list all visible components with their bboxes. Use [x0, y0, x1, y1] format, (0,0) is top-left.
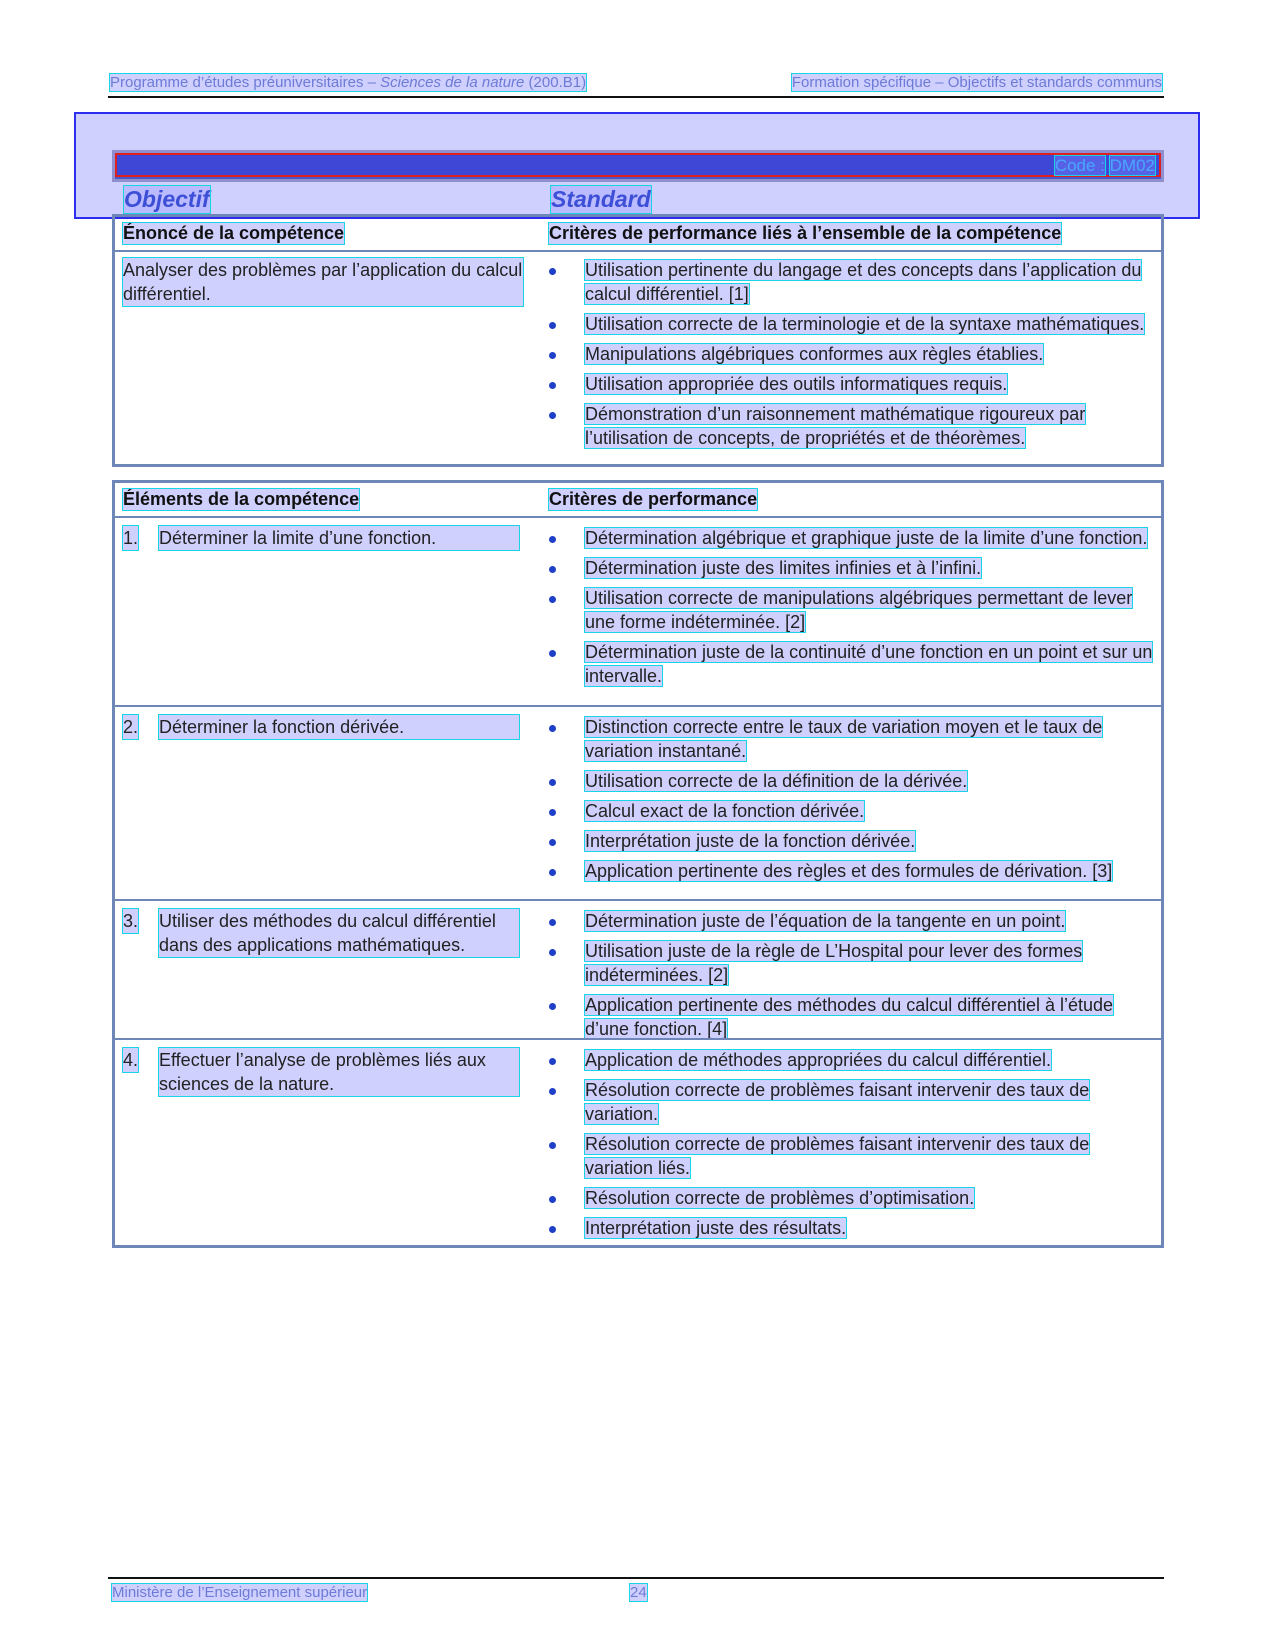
element-criteria-list	[549, 526, 1159, 694]
criterion-text: Détermination juste de la continuité d’une fonction en un point et sur un intervalle.	[585, 642, 1153, 686]
criterion-text: Utilisation correcte de manipulations algébriques permettant de lever une forme indéterminée. [2]	[585, 588, 1133, 632]
criterion-text: Utilisation correcte de la terminologie et de la syntaxe mathématiques.	[585, 314, 1145, 334]
program-prefix: Programme d’études préuniversitaires –	[110, 74, 381, 91]
element-number: 2.	[123, 717, 139, 737]
criterion-item	[549, 859, 1159, 883]
criterion-text: Application pertinente des règles et des formules de dérivation. [3]	[585, 861, 1113, 881]
bullet-icon	[549, 268, 556, 275]
element-number: 1.	[123, 528, 139, 548]
bullet-icon	[549, 352, 556, 359]
competence-table-header	[115, 217, 1161, 252]
elements-table	[112, 480, 1164, 1248]
element-row	[115, 705, 1161, 899]
bullet-icon	[549, 869, 556, 876]
criterion-item	[549, 715, 1159, 763]
program-code: (200.B1)	[524, 74, 587, 91]
footer-divider	[108, 1577, 1164, 1579]
bullet-icon	[549, 839, 556, 846]
criterion-item	[549, 769, 1159, 793]
element-number: 3.	[123, 911, 139, 931]
bullet-icon	[549, 382, 556, 389]
bullet-icon	[549, 949, 556, 956]
criterion-text: Détermination juste des limites infinies et à l’infini.	[585, 558, 982, 578]
bullet-icon	[549, 650, 556, 657]
bullet-icon	[549, 322, 556, 329]
bullet-icon	[549, 809, 556, 816]
criterion-item	[549, 1186, 1159, 1210]
competence-row	[115, 252, 1161, 464]
bullet-icon	[549, 1226, 556, 1233]
program-title	[110, 74, 586, 91]
header-divider	[108, 96, 1164, 98]
element-text: Déterminer la fonction dérivée.	[159, 715, 519, 739]
criterion-item	[549, 1132, 1159, 1180]
criterion-item	[549, 258, 1159, 306]
elements-table-header	[115, 483, 1161, 518]
criterion-item	[549, 993, 1159, 1041]
competence-statement-header: Énoncé de la compétence	[123, 223, 345, 243]
objectif-heading: Objectif	[124, 186, 210, 212]
criterion-item	[549, 829, 1159, 853]
element-row	[115, 899, 1161, 1038]
criterion-text: Application pertinente des méthodes du calcul différentiel à l’étude d’une fonction. [4]	[585, 995, 1114, 1039]
criterion-text: Distinction correcte entre le taux de variation moyen et le taux de variation instantané.	[585, 717, 1103, 761]
criterion-text: Utilisation correcte de la définition de la dérivée.	[585, 771, 968, 791]
element-criteria-list	[549, 715, 1159, 889]
criterion-text: Résolution correcte de problèmes d’optimisation.	[585, 1188, 975, 1208]
code-bar-highlight	[115, 153, 1161, 177]
standard-heading: Standard	[551, 186, 651, 212]
element-text: Effectuer l’analyse de problèmes liés aux sciences de la nature.	[159, 1048, 519, 1096]
competence-statement-cell	[123, 258, 523, 306]
element-criteria-list	[549, 909, 1159, 1047]
criterion-item	[549, 909, 1159, 933]
criterion-text: Calcul exact de la fonction dérivée.	[585, 801, 865, 821]
criterion-text: Utilisation appropriée des outils informatiques requis.	[585, 374, 1008, 394]
element-row	[115, 1038, 1161, 1238]
criterion-text: Interprétation juste de la fonction dérivée.	[585, 831, 916, 851]
criterion-text: Utilisation juste de la règle de L’Hospital pour lever des formes indéterminées. [2]	[585, 941, 1083, 985]
bullet-icon	[549, 725, 556, 732]
bullet-icon	[549, 536, 556, 543]
bullet-icon	[549, 566, 556, 573]
criterion-item	[549, 1048, 1159, 1072]
criterion-item	[549, 372, 1159, 396]
criterion-item	[549, 526, 1159, 550]
element-text: Déterminer la limite d’une fonction.	[159, 526, 519, 550]
element-criteria-list	[549, 1048, 1159, 1246]
page-number: 24	[630, 1584, 647, 1601]
competence-statement: Analyser des problèmes par l’application du calcul différentiel.	[123, 260, 523, 304]
element-number: 4.	[123, 1050, 139, 1070]
elements-header: Éléments de la compétence	[123, 489, 360, 509]
criterion-text: Détermination juste de l’équation de la tangente en un point.	[585, 911, 1066, 931]
criterion-item	[549, 799, 1159, 823]
criterion-text: Détermination algébrique et graphique juste de la limite d’une fonction.	[585, 528, 1148, 548]
competence-criteria-header: Critères de performance liés à l’ensemble de la compétence	[549, 223, 1062, 243]
competence-table	[112, 214, 1164, 467]
criterion-item	[549, 402, 1159, 450]
bullet-icon	[549, 412, 556, 419]
section-title: Formation spécifique – Objectifs et standards communs	[791, 74, 1162, 91]
code-label-group	[1055, 156, 1155, 176]
criterion-item	[549, 586, 1159, 634]
element-text: Utiliser des méthodes du calcul différentiel dans des applications mathématiques.	[159, 909, 519, 957]
criterion-text: Application de méthodes appropriées du calcul différentiel.	[585, 1050, 1051, 1070]
code-label: Code :	[1054, 156, 1105, 175]
criterion-text: Démonstration d’un raisonnement mathématique rigoureux par l’utilisation de concepts, de propriétés et de théorèmes.	[585, 404, 1086, 448]
criterion-item	[549, 556, 1159, 580]
bullet-icon	[549, 1058, 556, 1065]
code-value: DM02	[1109, 156, 1155, 175]
criterion-text: Utilisation pertinente du langage et des concepts dans l’application du calcul différentiel. [1]	[585, 260, 1142, 304]
elements-criteria-header: Critères de performance	[549, 489, 758, 509]
bullet-icon	[549, 1196, 556, 1203]
criterion-item	[549, 1216, 1159, 1240]
criterion-item	[549, 312, 1159, 336]
criterion-item	[549, 1078, 1159, 1126]
elements-rows	[115, 518, 1161, 1238]
criterion-item	[549, 640, 1159, 688]
bullet-icon	[549, 596, 556, 603]
criterion-text: Résolution correcte de problèmes faisant intervenir des taux de variation liés.	[585, 1134, 1090, 1178]
competence-criteria-list	[549, 258, 1159, 456]
program-name: Sciences de la nature	[380, 74, 525, 91]
page-header	[110, 74, 1162, 94]
bullet-icon	[549, 1088, 556, 1095]
bullet-icon	[549, 779, 556, 786]
footer-ministry: Ministère de l’Enseignement supérieur	[112, 1584, 368, 1601]
criterion-text: Manipulations algébriques conformes aux règles établies.	[585, 344, 1044, 364]
criterion-item	[549, 939, 1159, 987]
criterion-text: Interprétation juste des résultats.	[585, 1218, 847, 1238]
bullet-icon	[549, 1142, 556, 1149]
bullet-icon	[549, 919, 556, 926]
element-row	[115, 518, 1161, 705]
bullet-icon	[549, 1003, 556, 1010]
criterion-item	[549, 342, 1159, 366]
criterion-text: Résolution correcte de problèmes faisant intervenir des taux de variation.	[585, 1080, 1090, 1124]
